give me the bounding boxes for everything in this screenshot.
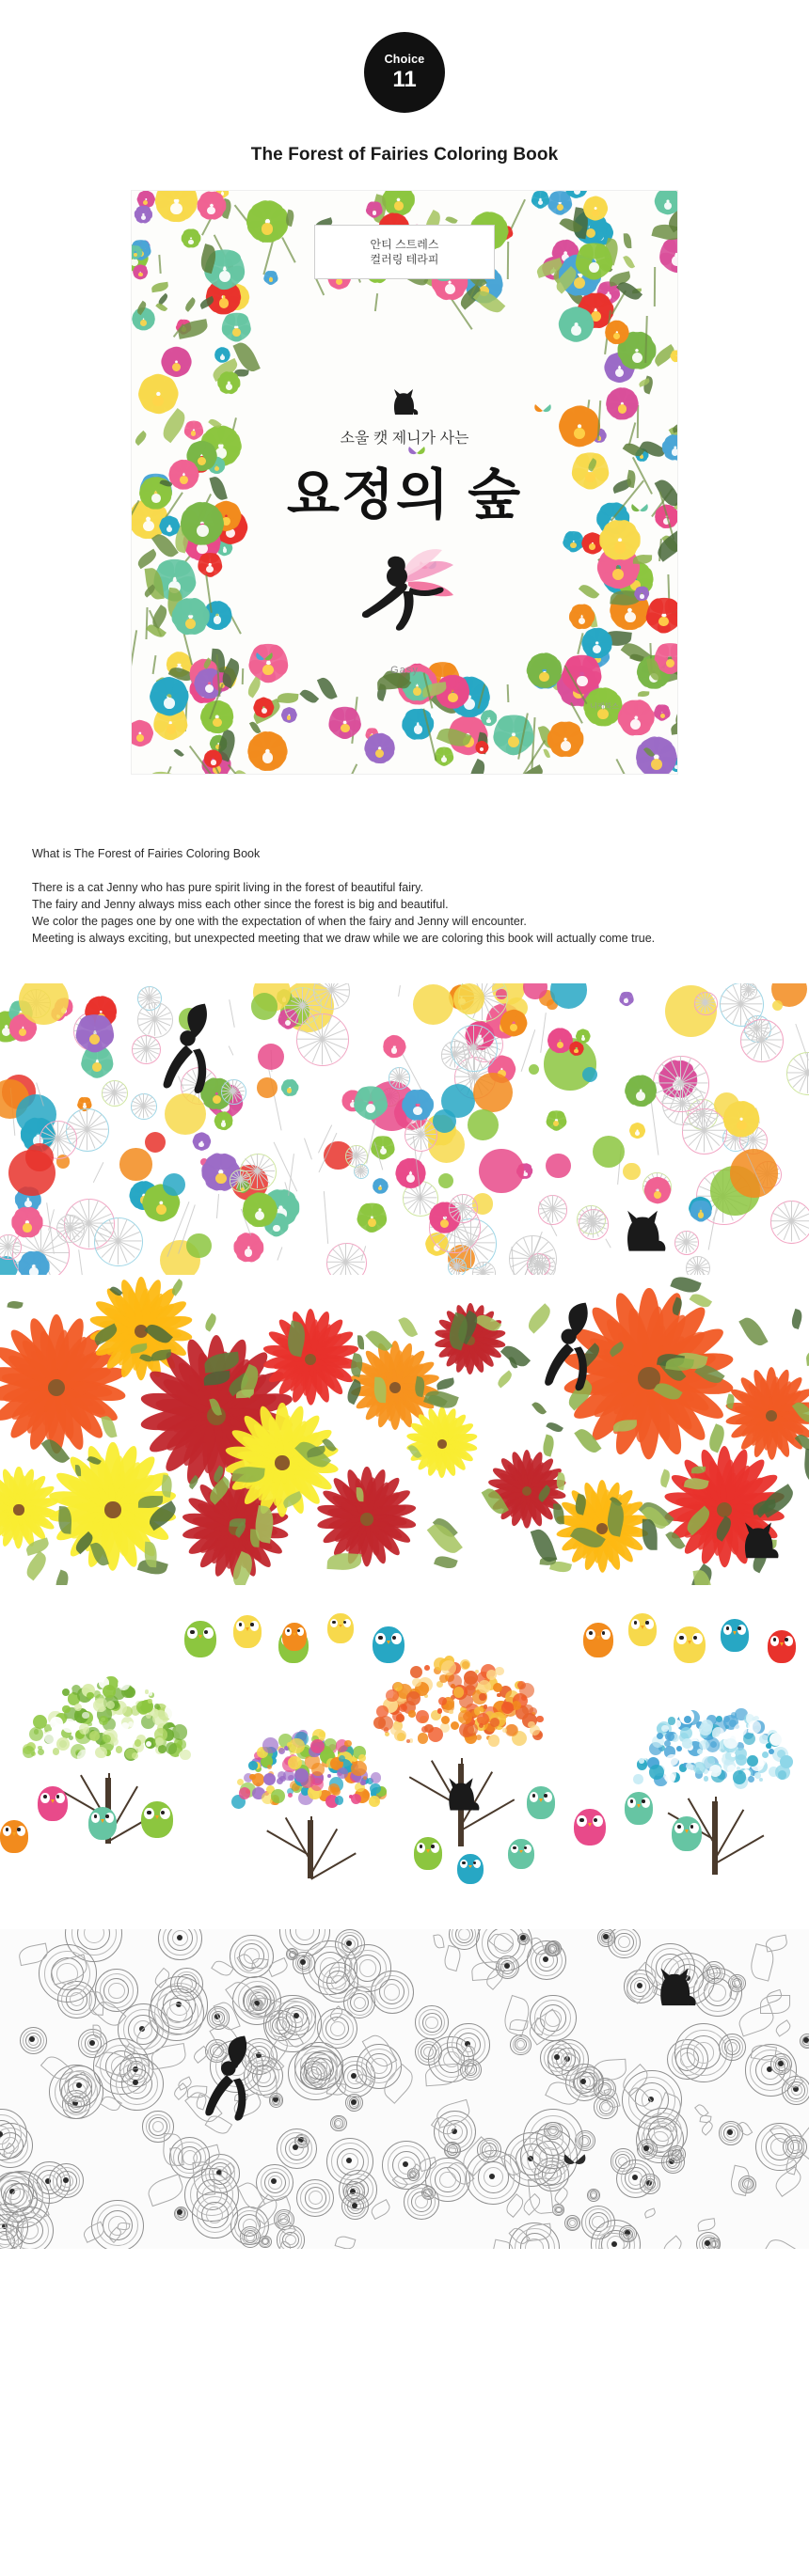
description-heading: What is The Forest of Fairies Coloring Book: [32, 847, 261, 860]
choice-badge-number: 11: [392, 66, 417, 92]
page-title: The Forest of Fairies Coloring Book: [250, 145, 559, 165]
cat-icon: [388, 388, 420, 416]
cover-main-title: 요정의 숲: [286, 464, 523, 526]
description-line: Meeting is always exciting, but unexpected meeting that we draw while we are coloring this book will actually come true.: [32, 932, 656, 945]
sample-dandelions-balloons: [0, 983, 809, 1275]
sample-images: [0, 983, 809, 2249]
fairy-icon: [316, 539, 495, 642]
description-line: There is a cat Jenny who has pure spirit living in the forest of beautiful fairy.: [32, 881, 423, 894]
description-block: [32, 846, 809, 946]
sample-red-dahlias: [0, 1275, 809, 1585]
cover-publisher: 니케북스: [590, 702, 619, 711]
sample-owls-and-trees: [0, 1585, 809, 1895]
sample-line-art-roses: [0, 1929, 809, 2249]
cover-image-wrap: [0, 190, 809, 775]
cover-banner-line1: 안티 스트레스: [370, 237, 439, 251]
description-line: We color the pages one by one with the expectation of when the fairy and Jenny will encounter.: [32, 915, 527, 928]
choice-badge: [364, 32, 445, 113]
description-line: The fairy and Jenny always miss each other since the forest is big and beautiful.: [32, 898, 449, 911]
book-cover-image: [131, 190, 678, 775]
choice-badge-wrap: [0, 0, 809, 113]
cover-banner: [314, 225, 495, 279]
cover-banner-line2: 컬러링 테라피: [370, 253, 439, 266]
cover-subtitle: 소울 캣 제니가 사는: [340, 431, 469, 447]
choice-badge-label: Choice: [384, 52, 425, 66]
cover-brand: Gasy: [390, 665, 419, 676]
